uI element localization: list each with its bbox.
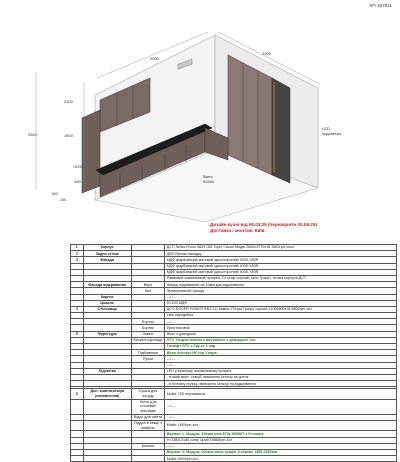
row-subcategory: Відро для сміття (131, 414, 165, 420)
row-number: 3 (71, 257, 84, 263)
row-category: Фасади відкривання (83, 282, 131, 288)
row-value: H=100 МДФ (165, 300, 397, 306)
note-delivery: Доставка і монтаж: Київ (210, 228, 265, 233)
row-subcategory: Завіси (131, 331, 165, 337)
row-number (71, 399, 84, 414)
table-row (71, 420, 397, 431)
row-value: МДФ фарбований матовий односторонній 4005-Y80R (165, 269, 397, 275)
row-subcategory: Бортик (131, 325, 165, 331)
row-subcategory: Піддон в секції з мийкою (131, 420, 165, 431)
row-category: Корпус (83, 245, 131, 251)
row-value: Blum Aventos HF top 1 пара (165, 350, 397, 356)
glass-cabinet (272, 78, 290, 183)
row-value: ---/--- (165, 362, 397, 368)
row-category: Фасади (83, 257, 131, 263)
row-value: GTV Тандем повного висування з доводкою 7шт (165, 337, 397, 343)
kitchen-isometric-drawing (0, 0, 400, 225)
row-category (83, 420, 131, 431)
dim-depth: 1500 (64, 133, 73, 138)
row-value: H=1860-2185 колір сірий 19885грн./шт (165, 437, 397, 443)
dim-width: 2000 (150, 56, 159, 61)
row-value: Рамковий алюмінієвий профіль Z4 колір чорний, скло Графіт, тильні корпуси ДСТ (165, 275, 397, 281)
document-number: КП 197811 (369, 3, 392, 8)
row-value: ДСП Swiss Krono 5829 ОМ Торін Сасил Модві 2800х2070х18 3582грн./лист (165, 245, 397, 251)
dim-counter: 2300 (262, 51, 271, 56)
label-window: Вікно 50х50 (203, 174, 214, 184)
row-number: 1 (71, 245, 84, 251)
row-subcategory: Ручки (131, 356, 165, 362)
row-number: 4 (71, 306, 84, 312)
dim-cab-height: 1000 (74, 164, 83, 169)
row-subcategory: Сушка для посуду (131, 389, 165, 400)
row-value: Газліфт GTV з Гру-ег 3 пар (165, 344, 397, 350)
row-category: Задня стінка (83, 251, 131, 257)
row-category: Доп. комплектація (наповнення) (83, 389, 131, 400)
row-category: Фурнітура (83, 331, 131, 337)
row-value: - в шаф верх. секцій, вмикання сенсор на дотик (165, 374, 397, 380)
row-value: Muller 1600грн./шт (165, 420, 397, 431)
note-design-date: Дизайн кухні від 06.03.25 (переварити 30.09.25) (210, 222, 317, 227)
row-value: ---/--- (165, 356, 397, 362)
label-led: LED подсветка (322, 126, 341, 136)
row-subcategory: Верх (131, 282, 165, 288)
row-subcategory: Низ (131, 288, 165, 294)
row-subcategory: Бортик (131, 319, 165, 325)
row-value: Muller 9000грн./шт (165, 456, 397, 462)
row-number: 2 (71, 251, 84, 257)
row-value: ДСП EGGER F206/ST9/В3-1U Камінь П'єтра Грифо чорний 4100х600х38 5600грн./шт (165, 306, 397, 312)
row-category: Карниз (83, 294, 131, 300)
row-value: LED у врізному алюмінієвому профілі (165, 368, 397, 374)
row-value: МДФ фарбований матовий односторонній 4005-Y80R (165, 257, 397, 263)
table-row (71, 456, 397, 462)
row-value: Варіант 2: Модуль 300мм колір графіт 5 корзин 1850-2050мм (165, 450, 397, 456)
row-number (71, 420, 84, 431)
row-value: Фрезерований фасад (165, 288, 397, 294)
row-value: ДВП Вінтаж насадку (165, 251, 397, 257)
row-number: 5 (71, 331, 84, 337)
table-row (71, 389, 397, 400)
row-value: стик євродейла (165, 313, 397, 319)
design-notes (210, 222, 395, 234)
dim-side: 100 (60, 198, 66, 202)
dim-depth-base: 600 (52, 192, 58, 196)
row-subcategory: Лоток для столових приладів (131, 399, 165, 414)
row-value: ---/--- (165, 414, 397, 420)
dim-plinth: 400 (74, 179, 81, 184)
row-value: ---/--- (165, 443, 397, 449)
row-value: МДФ фарбований матовий односторонній 4005-Y80R (165, 263, 397, 269)
row-number (71, 456, 84, 462)
row-value: Пристінковий (165, 325, 397, 331)
row-category: Підсвітка (83, 368, 131, 374)
row-value: Фасад подовжений на 10мм для відкривання (165, 282, 397, 288)
spec-table (70, 244, 397, 462)
row-subcategory (131, 456, 165, 462)
row-category: Стільниця (83, 306, 131, 312)
row-value: Muller 700 нержавіюча (165, 389, 397, 400)
tall-cabinet-left (82, 110, 100, 193)
row-category: Цоколь (83, 300, 131, 306)
row-category (83, 456, 131, 462)
row-value: Blum з доводкою (165, 331, 397, 337)
dim-left-height: 2300 (64, 99, 73, 104)
dim-height-wall: 2500 (28, 132, 37, 137)
row-category (83, 399, 131, 414)
row-value: ---/--- (165, 294, 397, 300)
row-value: ---/--- (165, 319, 397, 325)
row-number: 6 (71, 389, 84, 400)
row-subcategory: Висувні шухляди (131, 337, 165, 343)
row-value: - в бічному полиці, вмикання сенсор на відкривання (165, 381, 397, 387)
row-subcategory: Підйомники (131, 350, 165, 356)
row-subcategory: Колони (131, 443, 165, 449)
row-value: Варіант 1: Модуль 300мм Inox ЕЛіс 8958К7 з 5 полиці (165, 431, 397, 437)
table-row (71, 399, 397, 414)
row-value: ---/--- (165, 399, 397, 414)
